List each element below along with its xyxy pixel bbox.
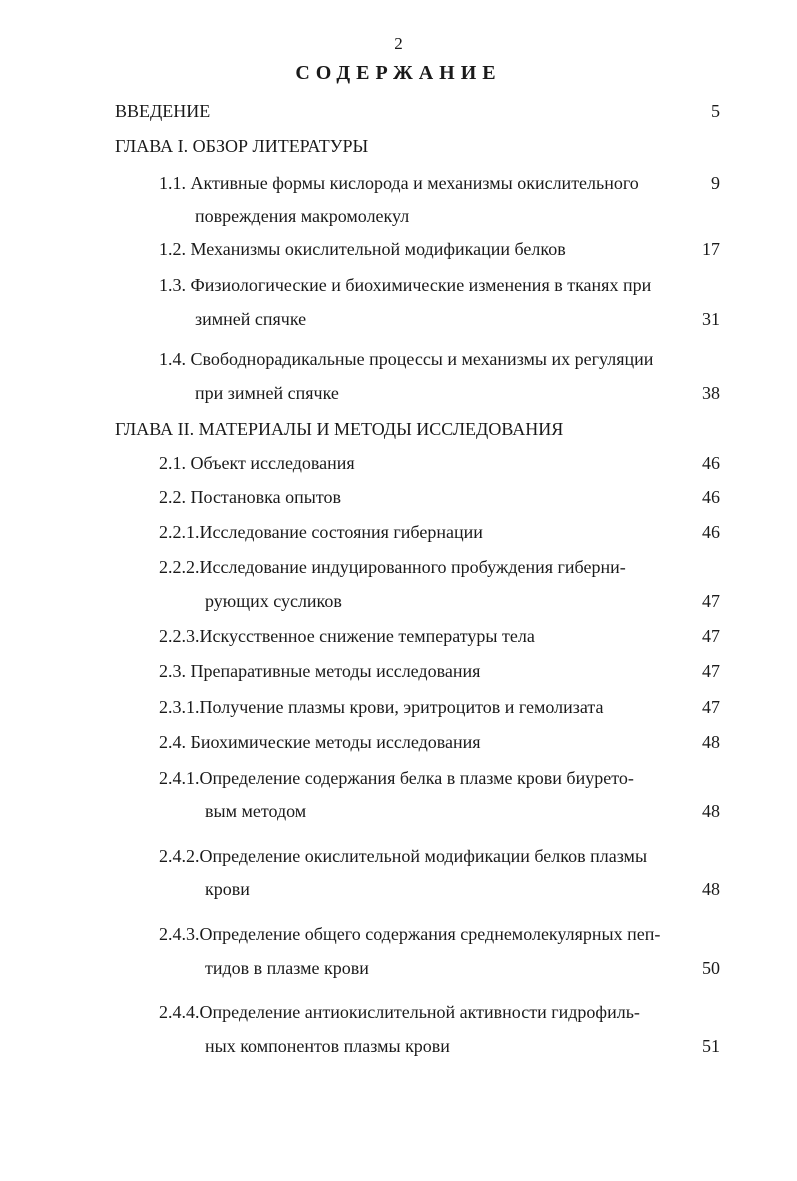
toc-entry-text-line1: 2.4.3.Определение общего содержания среднемолекулярных пеп- bbox=[159, 924, 661, 944]
toc-entry-text: 2.4. Биохимические методы исследования bbox=[159, 732, 481, 752]
toc-entry-text: 2.2. Постановка опытов bbox=[159, 487, 341, 507]
page-number: 2 bbox=[394, 34, 403, 53]
toc-entry-text-line1: 2.4.2.Определение окислительной модификации белков плазмы bbox=[159, 846, 648, 866]
toc-entry-text-line2: рующих сусликов bbox=[205, 591, 342, 611]
toc-entry-text: 2.3.1.Получение плазмы крови, эритроцитов и гемолизата bbox=[159, 697, 604, 717]
toc-entry-page: 46 bbox=[702, 453, 720, 473]
toc-entry-page: 5 bbox=[711, 101, 720, 121]
toc-entry-text-line2: при зимней спячке bbox=[195, 383, 339, 403]
toc-entry-text: 1.2. Механизмы окислительной модификации белков bbox=[159, 239, 566, 259]
toc-entry-page: 17 bbox=[702, 239, 720, 259]
toc-entry-text-line2: крови bbox=[205, 879, 250, 899]
toc-entry-text: ГЛАВА II. МАТЕРИАЛЫ И МЕТОДЫ ИССЛЕДОВАНИЯ bbox=[115, 419, 564, 439]
toc-entry-text: 2.1. Объект исследования bbox=[159, 453, 355, 473]
toc-entry-page: 48 bbox=[702, 732, 720, 752]
toc-entry-page: 47 bbox=[702, 591, 720, 611]
toc-entry-page: 48 bbox=[702, 879, 720, 899]
toc-entry-page: 51 bbox=[702, 1036, 720, 1056]
toc-entry-text-line1: 1.4. Свободнорадикальные процессы и механизмы их регуляции bbox=[159, 349, 654, 369]
toc-entry-text-line2: ных компонентов плазмы крови bbox=[205, 1036, 450, 1056]
toc-entry-page: 47 bbox=[702, 697, 720, 717]
page-title: СОДЕРЖАНИЕ bbox=[295, 62, 502, 84]
toc-entry-text-line1: 2.2.2.Исследование индуцированного пробуждения гиберни- bbox=[159, 557, 626, 577]
toc-entry-text: 2.3. Препаративные методы исследования bbox=[159, 661, 481, 681]
toc-entry-page: 47 bbox=[702, 626, 720, 646]
toc-entry-text: ВВЕДЕНИЕ bbox=[115, 101, 211, 121]
toc-entry-text: ГЛАВА I. ОБЗОР ЛИТЕРАТУРЫ bbox=[115, 136, 369, 156]
toc-entry-text-line2: зимней спячке bbox=[195, 309, 307, 329]
toc-entry-text: 2.2.1.Исследование состояния гибернации bbox=[159, 522, 483, 542]
toc-entry-page: 50 bbox=[702, 958, 720, 978]
toc-entry-text-line2: тидов в плазме крови bbox=[205, 958, 369, 978]
toc-entry-text-line1: 2.4.4.Определение антиокислительной активности гидрофиль- bbox=[159, 1002, 640, 1022]
toc-entry-page: 38 bbox=[702, 383, 720, 403]
toc-entry-text-line2: вым методом bbox=[205, 801, 307, 821]
toc-entry-text-line2: повреждения макромолекул bbox=[195, 206, 410, 226]
toc-entry-text: 2.2.3.Искусственное снижение температуры тела bbox=[159, 626, 535, 646]
toc-entry-text-line1: 1.1. Активные формы кислорода и механизмы окислительного bbox=[159, 173, 639, 193]
toc-entry-page: 31 bbox=[702, 309, 720, 329]
toc-entry-page: 9 bbox=[711, 173, 720, 193]
toc-entry-page: 46 bbox=[702, 487, 720, 507]
toc-entry-page: 47 bbox=[702, 661, 720, 681]
toc-entry-text-line1: 1.3. Физиологические и биохимические изменения в тканях при bbox=[159, 275, 652, 295]
toc-entry-page: 48 bbox=[702, 801, 720, 821]
toc-entry-text-line1: 2.4.1.Определение содержания белка в плазме крови биурето- bbox=[159, 768, 634, 788]
toc-entry-page: 46 bbox=[702, 522, 720, 542]
